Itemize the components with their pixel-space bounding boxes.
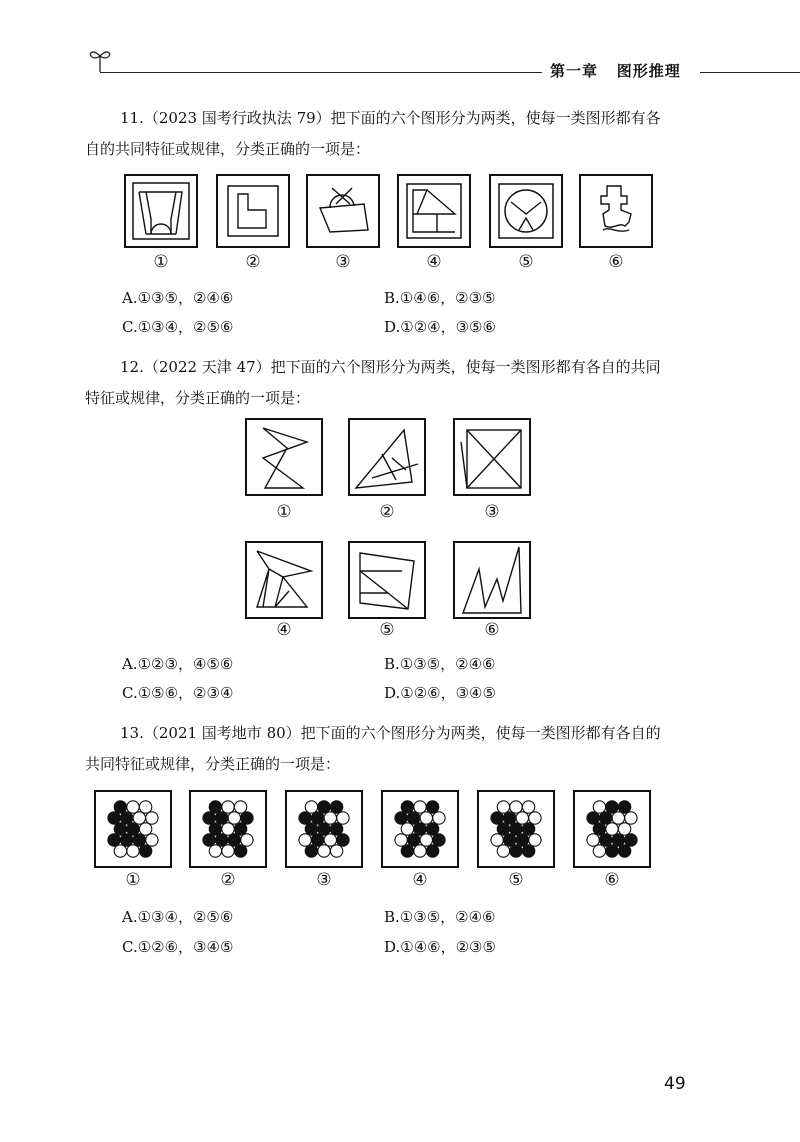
q12-option-a[interactable] [122,653,233,674]
cluster-circle [241,812,253,824]
cluster-circle [234,823,246,835]
cluster-circle [299,812,311,824]
option-text: ①④⑥，②③⑤ [400,938,496,956]
question-source: （2021 国考地市 80） [143,724,301,742]
q12-figure-1 [245,418,323,496]
q11-label-5: ⑤ [518,252,534,272]
question-13-stem [85,718,695,780]
cluster-circle [114,845,126,857]
question-number: 13. [120,724,144,742]
option-key: A. [122,908,138,926]
cluster-circle [433,812,445,824]
question-source: （2023 国考行政执法 79） [143,109,331,127]
q11-label-4: ④ [426,252,442,272]
q11-label-3: ③ [335,252,351,272]
cluster-circle [612,812,624,824]
cluster-circle [114,801,126,813]
q11-label-1: ① [153,252,169,272]
cluster-circle [216,812,228,824]
q11-figure-2 [216,174,290,248]
cluster-circle [516,812,528,824]
cluster-circle [587,834,599,846]
option-text: ①③⑤，②④⑥ [399,908,496,926]
q13-option-d[interactable] [384,936,496,957]
q11-figure-4 [397,174,471,248]
q13-figure-3 [285,790,363,868]
option-text: ①③④，②⑤⑥ [137,318,234,336]
cluster-circle [618,845,630,857]
q12-figure-6 [453,541,531,619]
cluster-circle [228,812,240,824]
cluster-circle [497,823,509,835]
cluster-circle [222,845,234,857]
cluster-circle [234,845,246,857]
cluster-circle [426,823,438,835]
q12-figure-3 [453,418,531,496]
cluster-circle [504,834,516,846]
q12-option-b[interactable] [384,653,495,674]
q12-label-2: ② [379,502,395,522]
option-text: ①②⑥，③④⑤ [137,938,234,956]
question-12-stem [85,352,695,414]
option-text: ①③④，②⑤⑥ [137,908,234,926]
cluster-circle [146,812,158,824]
cluster-circle [414,845,426,857]
chapter-header [550,60,681,81]
cluster-circle [330,823,342,835]
cluster-circle [114,823,126,835]
q13-figure-2 [189,790,267,868]
option-key: A. [122,289,138,307]
cluster-circle [593,801,605,813]
question-source: （2022 天津 47） [143,358,271,376]
header-rule-left [100,72,542,73]
cluster-circle [133,812,145,824]
q12-label-6: ⑥ [484,620,500,640]
cluster-circle [433,834,445,846]
cluster-circle [529,812,541,824]
cluster-circle [401,801,413,813]
cluster-circle [401,845,413,857]
q12-option-d[interactable] [384,682,496,703]
cluster-circle [222,823,234,835]
cluster-circle [324,834,336,846]
cluster-circle [305,845,317,857]
option-text: ①⑤⑥，②③④ [137,684,234,702]
option-text: ①②④，③⑤⑥ [400,318,496,336]
q11-label-2: ② [245,252,261,272]
cluster-circle [606,823,618,835]
cluster-circle [420,812,432,824]
cluster-circle [121,834,133,846]
q13-label-3: ③ [316,870,332,890]
cluster-circle [516,834,528,846]
cluster-circle [324,812,336,824]
cluster-circle [510,823,522,835]
cluster-circle [510,801,522,813]
option-text: ①②③，④⑤⑥ [137,655,234,673]
cluster-circle [587,812,599,824]
cluster-circle [426,801,438,813]
cluster-circle [625,812,637,824]
option-key: C. [122,684,138,702]
question-stem-line2: 自的共同特征或规律，分类正确的一项是： [85,140,371,158]
cluster-circle [529,834,541,846]
cluster-circle [395,812,407,824]
option-key: D. [384,938,401,956]
option-key: C. [122,938,138,956]
cluster-circle [618,801,630,813]
cluster-circle [318,801,330,813]
cluster-circle [510,845,522,857]
option-key: C. [122,318,138,336]
q11-option-b[interactable] [384,287,495,308]
question-stem-line2: 特征或规律，分类正确的一项是： [85,389,311,407]
cluster-circle [612,834,624,846]
cluster-circle [337,834,349,846]
cluster-circle [395,834,407,846]
cluster-circle [108,834,120,846]
cluster-circle [234,801,246,813]
cluster-circle [330,801,342,813]
cluster-circle [401,823,413,835]
cluster-circle [312,834,324,846]
cluster-circle [408,834,420,846]
q13-label-2: ② [220,870,236,890]
q12-label-5: ⑤ [379,620,395,640]
q12-label-3: ③ [484,502,500,522]
cluster-circle [139,845,151,857]
q11-figure-5 [489,174,563,248]
cluster-circle [139,823,151,835]
cluster-circle [133,834,145,846]
q13-option-c[interactable] [122,936,233,957]
cluster-circle [593,823,605,835]
chapter-title: 图形推理 [616,62,681,80]
cluster-circle [299,834,311,846]
cluster-circle [108,812,120,824]
q11-option-a[interactable] [122,287,233,308]
q12-figure-4 [245,541,323,619]
question-number: 12. [120,358,144,376]
cluster-circle [408,812,420,824]
cluster-circle [420,834,432,846]
q12-figure-5 [348,541,426,619]
cluster-circle [216,834,228,846]
question-stem-line1: 把下面的六个图形分为两类，使每一类图形都有各自的 [300,724,661,742]
cluster-circle [600,812,612,824]
q13-label-5: ⑤ [508,870,524,890]
cluster-circle [337,812,349,824]
cluster-circle [606,801,618,813]
cluster-circle [318,845,330,857]
cluster-circle [606,845,618,857]
option-text: ①③⑤，②④⑥ [137,289,234,307]
question-stem-line1: 把下面的六个图形分为两类，使每一类图形都有各 [330,109,661,127]
cluster-circle [522,823,534,835]
q11-figure-3 [306,174,380,248]
option-key: A. [122,655,138,673]
cluster-circle [426,845,438,857]
cluster-circle [305,801,317,813]
q13-figure-1 [94,790,172,868]
q12-option-c[interactable] [122,682,233,703]
cluster-circle [312,812,324,824]
q13-option-a[interactable] [122,906,233,927]
option-text: ①③⑤，②④⑥ [399,655,496,673]
question-number: 11. [120,109,144,127]
q11-option-d[interactable] [384,316,496,337]
q13-label-6: ⑥ [604,870,620,890]
q12-label-1: ① [276,502,292,522]
cluster-circle [228,834,240,846]
cluster-circle [127,823,139,835]
q13-figure-6 [573,790,651,868]
cluster-circle [497,801,509,813]
cluster-circle [305,823,317,835]
cluster-circle [618,823,630,835]
header-rule-right [700,72,800,73]
question-11-stem [85,103,695,165]
q13-label-1: ① [125,870,141,890]
q11-figure-6 [579,174,653,248]
cluster-circle [203,834,215,846]
question-stem-line1: 把下面的六个图形分为两类，使每一类图形都有各自的共同 [270,358,661,376]
option-key: B. [384,289,400,307]
q11-label-6: ⑥ [608,252,624,272]
q12-label-4: ④ [276,620,292,640]
question-stem-line2: 共同特征或规律，分类正确的一项是： [85,755,341,773]
q11-option-c[interactable] [122,316,233,337]
cluster-circle [414,801,426,813]
cluster-circle [222,801,234,813]
option-key: D. [384,684,401,702]
cluster-circle [209,823,221,835]
option-key: B. [384,908,400,926]
option-key: D. [384,318,401,336]
cluster-circle [209,845,221,857]
cluster-circle [522,801,534,813]
cluster-circle [241,834,253,846]
cluster-circle [600,834,612,846]
option-key: B. [384,655,400,673]
chapter-number: 第一章 [550,62,599,80]
cluster-circle [318,823,330,835]
cluster-circle [625,834,637,846]
q13-label-4: ④ [412,870,428,890]
cluster-circle [414,823,426,835]
q12-figure-2 [348,418,426,496]
cluster-circle [330,845,342,857]
cluster-circle [146,834,158,846]
q13-option-b[interactable] [384,906,495,927]
cluster-circle [491,812,503,824]
page-number: 49 [664,1074,686,1094]
cluster-circle [139,801,151,813]
sprout-icon [88,44,112,74]
cluster-circle [203,812,215,824]
cluster-circle [121,812,133,824]
cluster-circle [504,812,516,824]
q11-figure-1 [124,174,198,248]
cluster-circle [497,845,509,857]
option-text: ①②⑥，③④⑤ [400,684,496,702]
q13-figure-4 [381,790,459,868]
cluster-circle [522,845,534,857]
cluster-circle [209,801,221,813]
cluster-circle [491,834,503,846]
cluster-circle [593,845,605,857]
cluster-circle [127,845,139,857]
cluster-circle [127,801,139,813]
q13-figure-5 [477,790,555,868]
option-text: ①④⑥，②③⑤ [399,289,496,307]
